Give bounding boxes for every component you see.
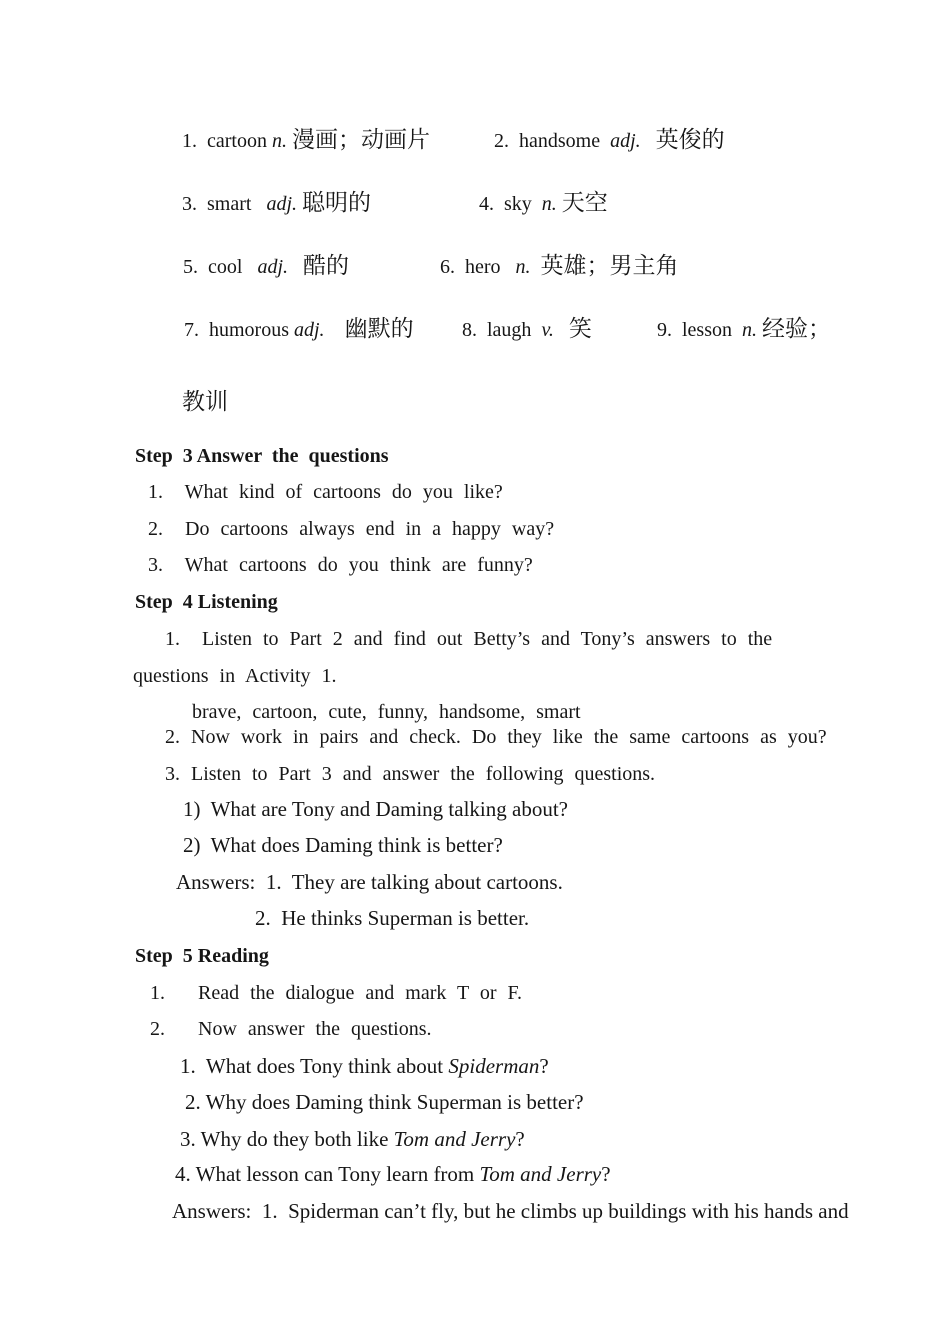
- vocab-item-9: [657, 316, 831, 343]
- text-segment: Step 3 Answer the questions: [135, 445, 389, 467]
- vocab-item-2: [494, 127, 725, 154]
- text-segment: Answers: 1. They are talking about cartoons.: [176, 870, 563, 894]
- text-segment: 3. What cartoons do you think are funny?: [148, 554, 533, 576]
- text-segment: [531, 256, 541, 278]
- text-segment: [288, 256, 303, 278]
- italic-text: Spiderman: [448, 1054, 540, 1078]
- text-segment: 2. Now work in pairs and check. Do they like the same cartoons as you?: [165, 726, 827, 748]
- step4-item-1-line-2: [133, 663, 337, 689]
- cjk-text: 漫画；动画片: [291, 127, 430, 152]
- step4-sub-question-1: [183, 796, 568, 822]
- text-segment: 6. hero: [440, 256, 516, 278]
- text-segment: 3. Listen to Part 3 and answer the following questions.: [165, 763, 656, 785]
- vocab-item-3: [182, 190, 371, 217]
- text-segment: Step 5 Reading: [135, 945, 269, 967]
- text-segment: 2. handsome: [494, 130, 611, 152]
- heading-step-3: [135, 443, 389, 469]
- step5-answers-line-1: [172, 1198, 849, 1224]
- text-segment: 9. lesson: [657, 319, 742, 341]
- italic-text: Tom and Jerry: [479, 1162, 602, 1186]
- step3-question-2: [148, 516, 554, 542]
- heading-step-4: [135, 589, 278, 615]
- text-segment: 1. Listen to Part 2 and find out Betty’s and Tony’s answers to the: [165, 628, 773, 650]
- text-segment: 1) What are Tony and Daming talking about?: [183, 797, 568, 821]
- text-segment: 1. What does Tony think about: [180, 1054, 449, 1078]
- vocab-item-7: [184, 316, 414, 343]
- text-segment: questions in Activity 1.: [133, 665, 337, 687]
- cjk-text: 天空: [561, 190, 608, 215]
- text-segment: 2. Why does Daming think Superman is better?: [185, 1090, 584, 1114]
- text-segment: 3. Why do they both like: [180, 1127, 394, 1151]
- vocab-item-9-continuation: [182, 389, 228, 416]
- vocab-item-8: [462, 316, 592, 343]
- text-segment: Answers: 1. Spiderman can’t fly, but he climbs up buildings with his hands and: [172, 1199, 849, 1223]
- text-segment: 2. Now answer the questions.: [150, 1018, 432, 1040]
- vocab-item-6: [440, 253, 679, 280]
- text-segment: ?: [539, 1054, 549, 1078]
- step4-answers-line-2: [255, 905, 529, 931]
- cjk-text: 笑: [568, 316, 592, 341]
- step5-question-4: [175, 1161, 611, 1187]
- cjk-text: 英俊的: [655, 127, 725, 152]
- italic-text: v.: [541, 319, 554, 341]
- italic-text: n.: [541, 193, 557, 215]
- step5-item-2: [150, 1016, 432, 1042]
- step4-item-3: [165, 761, 655, 787]
- text-segment: 7. humorous: [184, 319, 294, 341]
- heading-step-5: [135, 943, 269, 969]
- text-segment: brave, cartoon, cute, funny, handsome, smart: [192, 701, 581, 723]
- vocab-item-5: [183, 253, 349, 280]
- italic-text: adj.: [266, 193, 297, 215]
- cjk-text: 英雄；男主角: [540, 253, 679, 278]
- text-segment: [325, 319, 345, 341]
- vocab-item-1: [182, 127, 430, 154]
- step4-item-1-line-1: [165, 626, 772, 652]
- text-segment: [641, 130, 656, 152]
- step3-question-3: [148, 552, 533, 578]
- italic-text: adj.: [294, 319, 325, 341]
- step5-question-2: [185, 1089, 584, 1115]
- step4-answers-line-1: [176, 869, 563, 895]
- cjk-text: 幽默的: [344, 316, 414, 341]
- cjk-text: 经验；: [762, 316, 831, 341]
- text-segment: 4. What lesson can Tony learn from: [175, 1162, 480, 1186]
- step5-question-3: [180, 1126, 525, 1152]
- step5-item-1: [150, 980, 522, 1006]
- step3-question-1: [148, 479, 503, 505]
- text-segment: 2. Do cartoons always end in a happy way?: [148, 518, 555, 540]
- italic-text: n.: [271, 130, 287, 152]
- italic-text: n.: [742, 319, 757, 341]
- text-segment: 2) What does Daming think is better?: [183, 833, 503, 857]
- cjk-text: 酷的: [303, 253, 349, 278]
- text-segment: ?: [515, 1127, 525, 1151]
- text-segment: [554, 319, 569, 341]
- italic-text: n.: [515, 256, 531, 278]
- text-segment: 5. cool: [183, 256, 258, 278]
- step4-sub-question-2: [183, 832, 503, 858]
- text-segment: ?: [601, 1162, 611, 1186]
- text-segment: 1. cartoon: [182, 130, 272, 152]
- italic-text: Tom and Jerry: [393, 1127, 516, 1151]
- text-segment: 1. What kind of cartoons do you like?: [148, 481, 503, 503]
- cjk-text: 教训: [182, 389, 228, 414]
- text-segment: 1. Read the dialogue and mark T or F.: [150, 982, 523, 1004]
- cjk-text: 聪明的: [302, 190, 371, 215]
- text-segment: 8. laugh: [462, 319, 542, 341]
- italic-text: adj.: [610, 130, 641, 152]
- step4-word-bank: [192, 699, 581, 725]
- text-segment: 3. smart: [182, 193, 267, 215]
- italic-text: adj.: [257, 256, 288, 278]
- step5-question-1: [180, 1053, 549, 1079]
- text-segment: 2. He thinks Superman is better.: [255, 906, 530, 930]
- vocab-item-4: [479, 190, 608, 217]
- text-segment: Step 4 Listening: [135, 591, 278, 613]
- step4-item-2: [165, 724, 827, 750]
- text-segment: 4. sky: [479, 193, 542, 215]
